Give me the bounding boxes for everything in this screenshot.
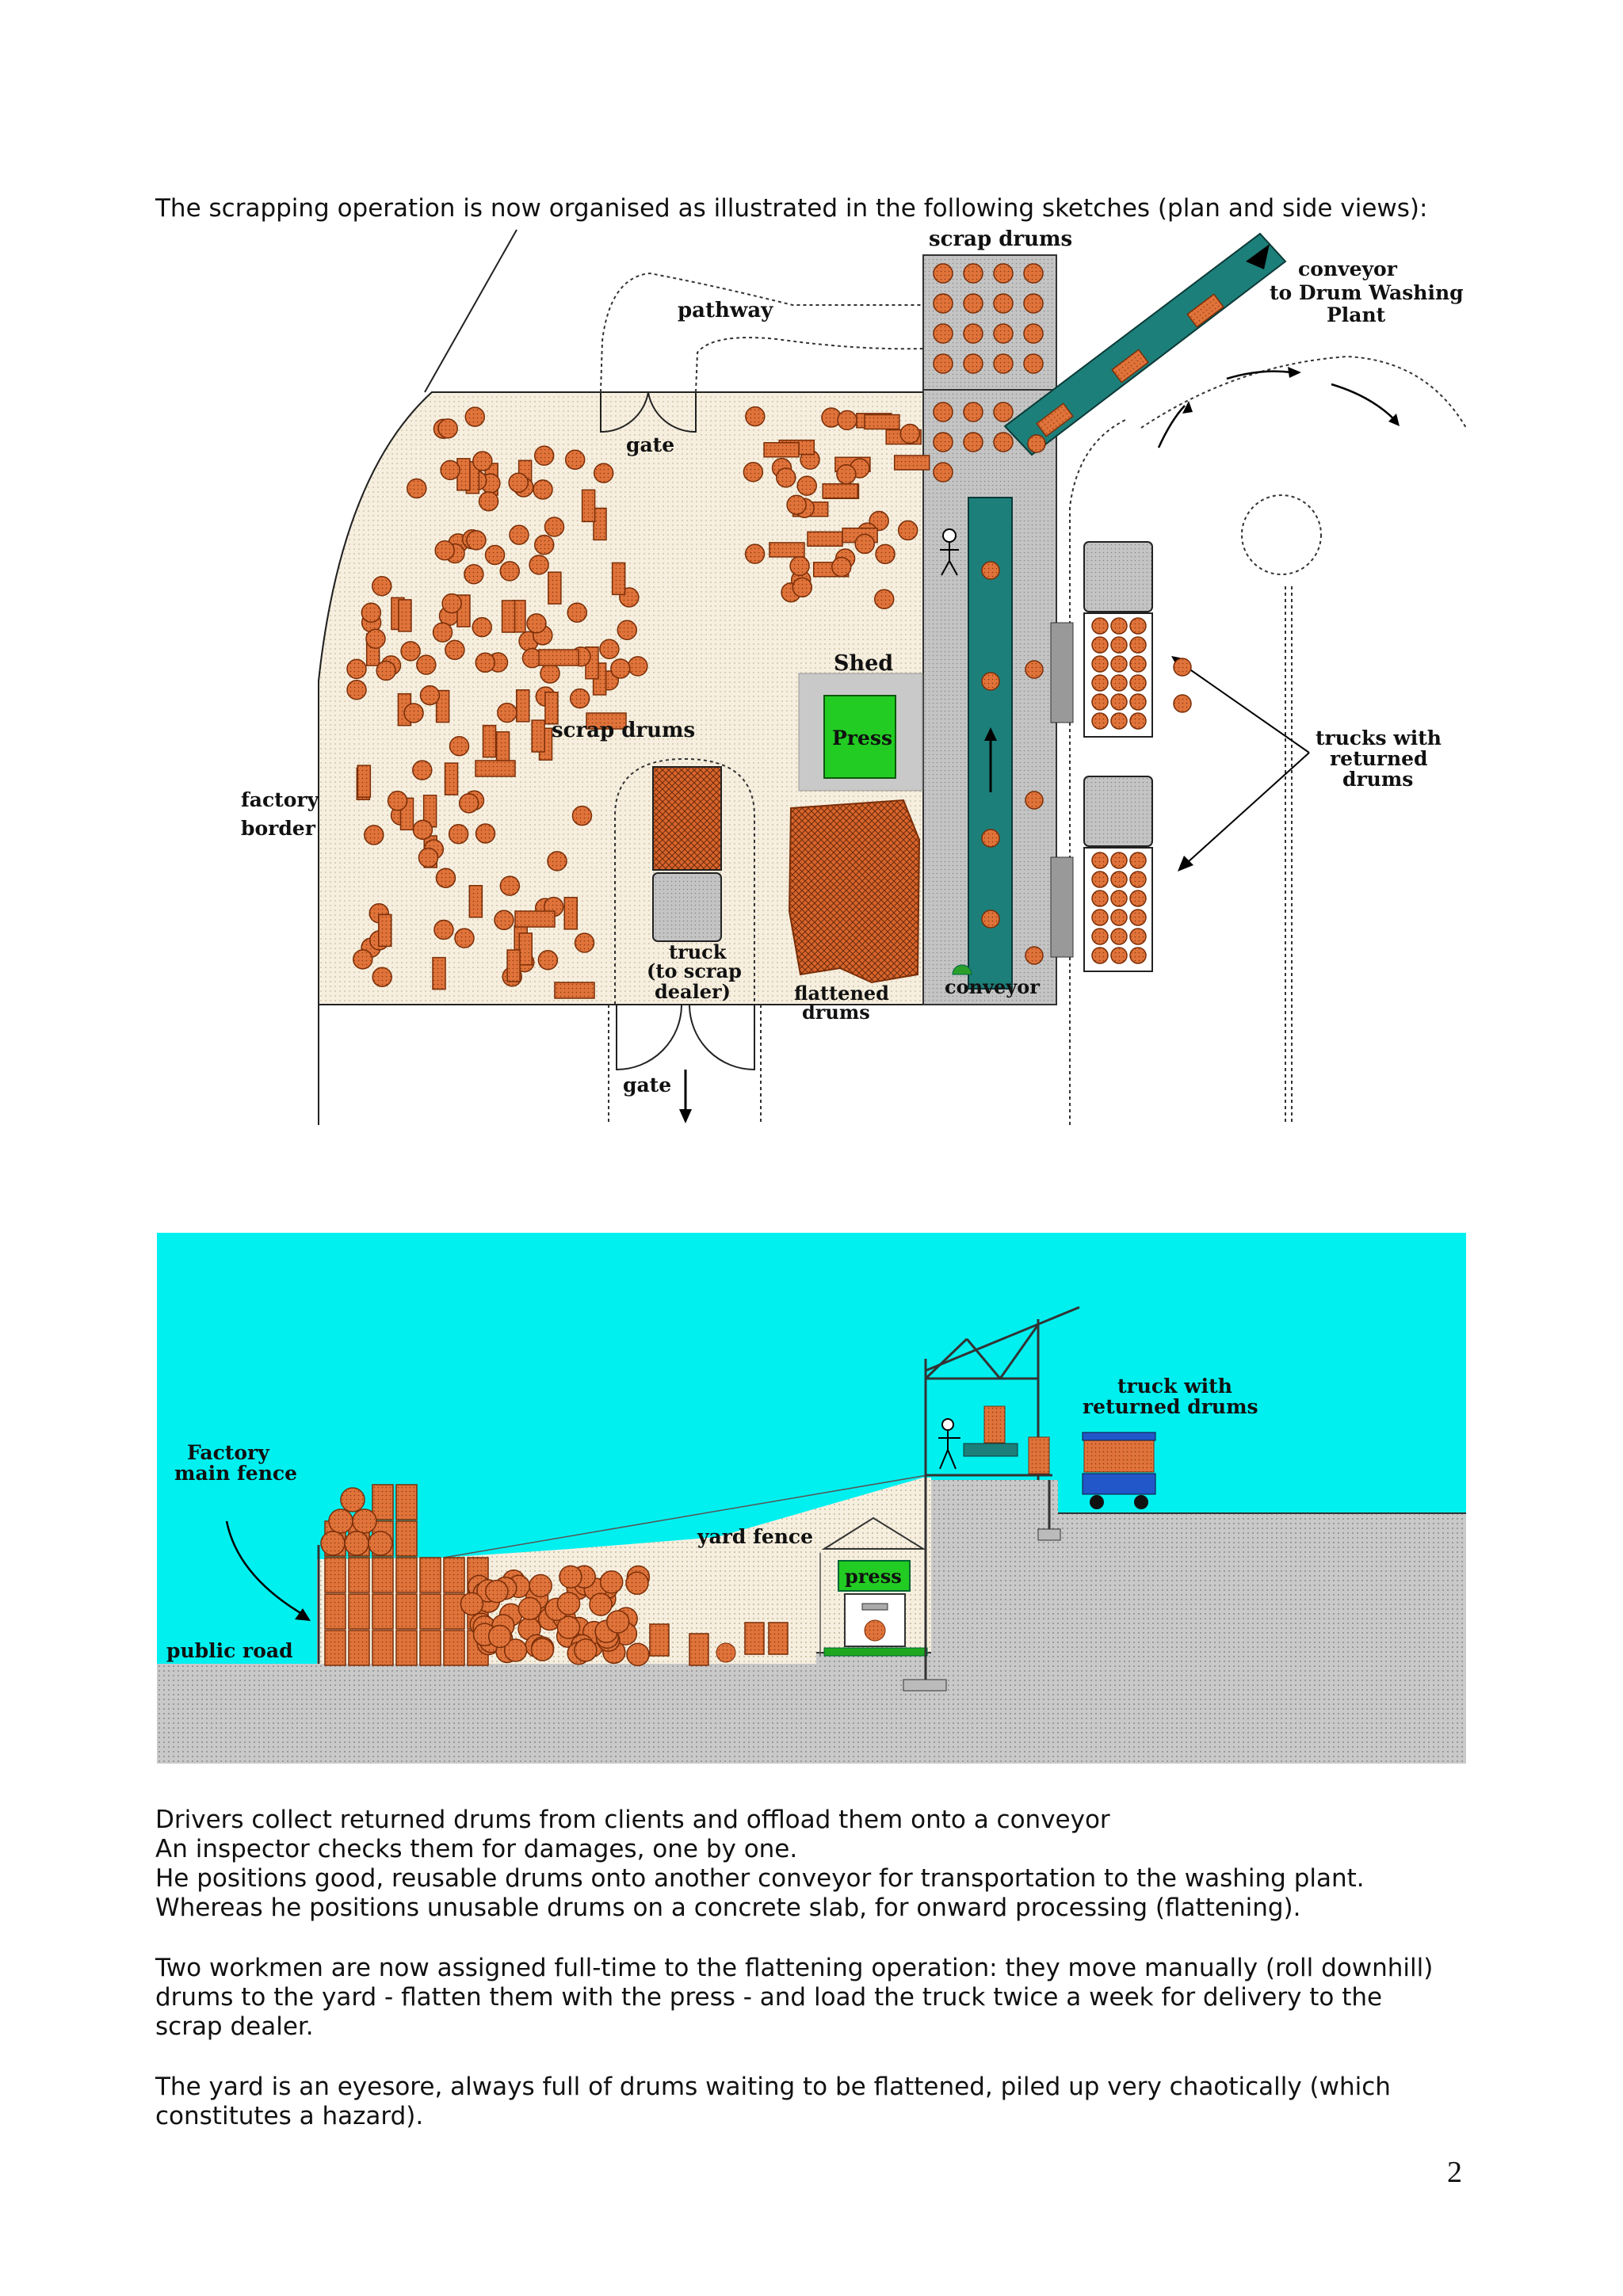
- label-trucks-3: drums: [1342, 768, 1414, 791]
- label-gate-bottom: gate: [623, 1074, 672, 1097]
- page-number: 2: [1447, 2156, 1462, 2189]
- label-trucks-2: returned: [1330, 747, 1428, 770]
- label-factory-border-1: factory: [241, 788, 319, 811]
- label-pathway: pathway: [678, 299, 773, 322]
- label-conveyor-plant-1: conveyor: [1298, 257, 1397, 280]
- paragraph-line-2: An inspector checks them for damages, one by one.: [155, 1835, 798, 1863]
- label-flattened-1: flattened: [794, 982, 889, 1005]
- label-shed: Shed: [834, 651, 894, 676]
- label-press: Press: [832, 727, 893, 749]
- label-scrap-drums-yard: scrap drums: [552, 719, 696, 742]
- label-truck-3: dealer): [655, 980, 731, 1003]
- label-factory-border-2: border: [241, 817, 315, 840]
- label-public-road: public road: [166, 1639, 293, 1662]
- paragraph-line-3: He positions good, reusable drums onto another conveyor for transportation to the washing plant.: [155, 1864, 1365, 1893]
- paragraph-line-8: The yard is an eyesore, always full of drums waiting to be flattened, piled up very chaotically (which: [155, 2073, 1391, 2101]
- paragraph-line-5: Two workmen are now assigned full-time to the flattening operation: they move manually (roll downhill): [155, 1954, 1434, 1982]
- label-gate-top: gate: [626, 433, 675, 456]
- label-flattened-2: drums: [802, 1001, 870, 1024]
- label-conveyor-plant-3: Plant: [1327, 303, 1386, 326]
- label-press-side: press: [845, 1565, 902, 1588]
- label-yard-fence: yard fence: [697, 1525, 814, 1548]
- label-trucks-1: trucks with: [1316, 727, 1442, 749]
- label-truck-2: (to scrap: [647, 959, 742, 982]
- paragraph-line-4: Whereas he positions unusable drums on a concrete slab, for onward processing (flattening).: [155, 1894, 1301, 1922]
- paragraph-line-9: constitutes a hazard).: [155, 2102, 424, 2130]
- label-truck-side-1: truck with: [1117, 1375, 1232, 1398]
- paragraph-line-7: scrap dealer.: [155, 2012, 314, 2041]
- label-conveyor-plant-2: to Drum Washing: [1270, 281, 1464, 304]
- paragraph-line-1: Drivers collect returned drums from clients and offload them onto a conveyor: [155, 1806, 1110, 1834]
- label-scrap-drums-top: scrap drums: [929, 227, 1073, 251]
- label-conveyor: conveyor: [945, 975, 1040, 998]
- label-truck-1: truck: [669, 940, 727, 963]
- intro-text: The scrapping operation is now organised as illustrated in the following sketches (plan and side views):: [155, 194, 1428, 223]
- label-fence-2: main fence: [174, 1462, 297, 1485]
- label-fence-1: Factory: [187, 1441, 269, 1464]
- label-truck-side-2: returned drums: [1083, 1395, 1258, 1418]
- paragraph-line-6: drums to the yard - flatten them with the press - and load the truck twice a week for delivery to the: [155, 1983, 1383, 2012]
